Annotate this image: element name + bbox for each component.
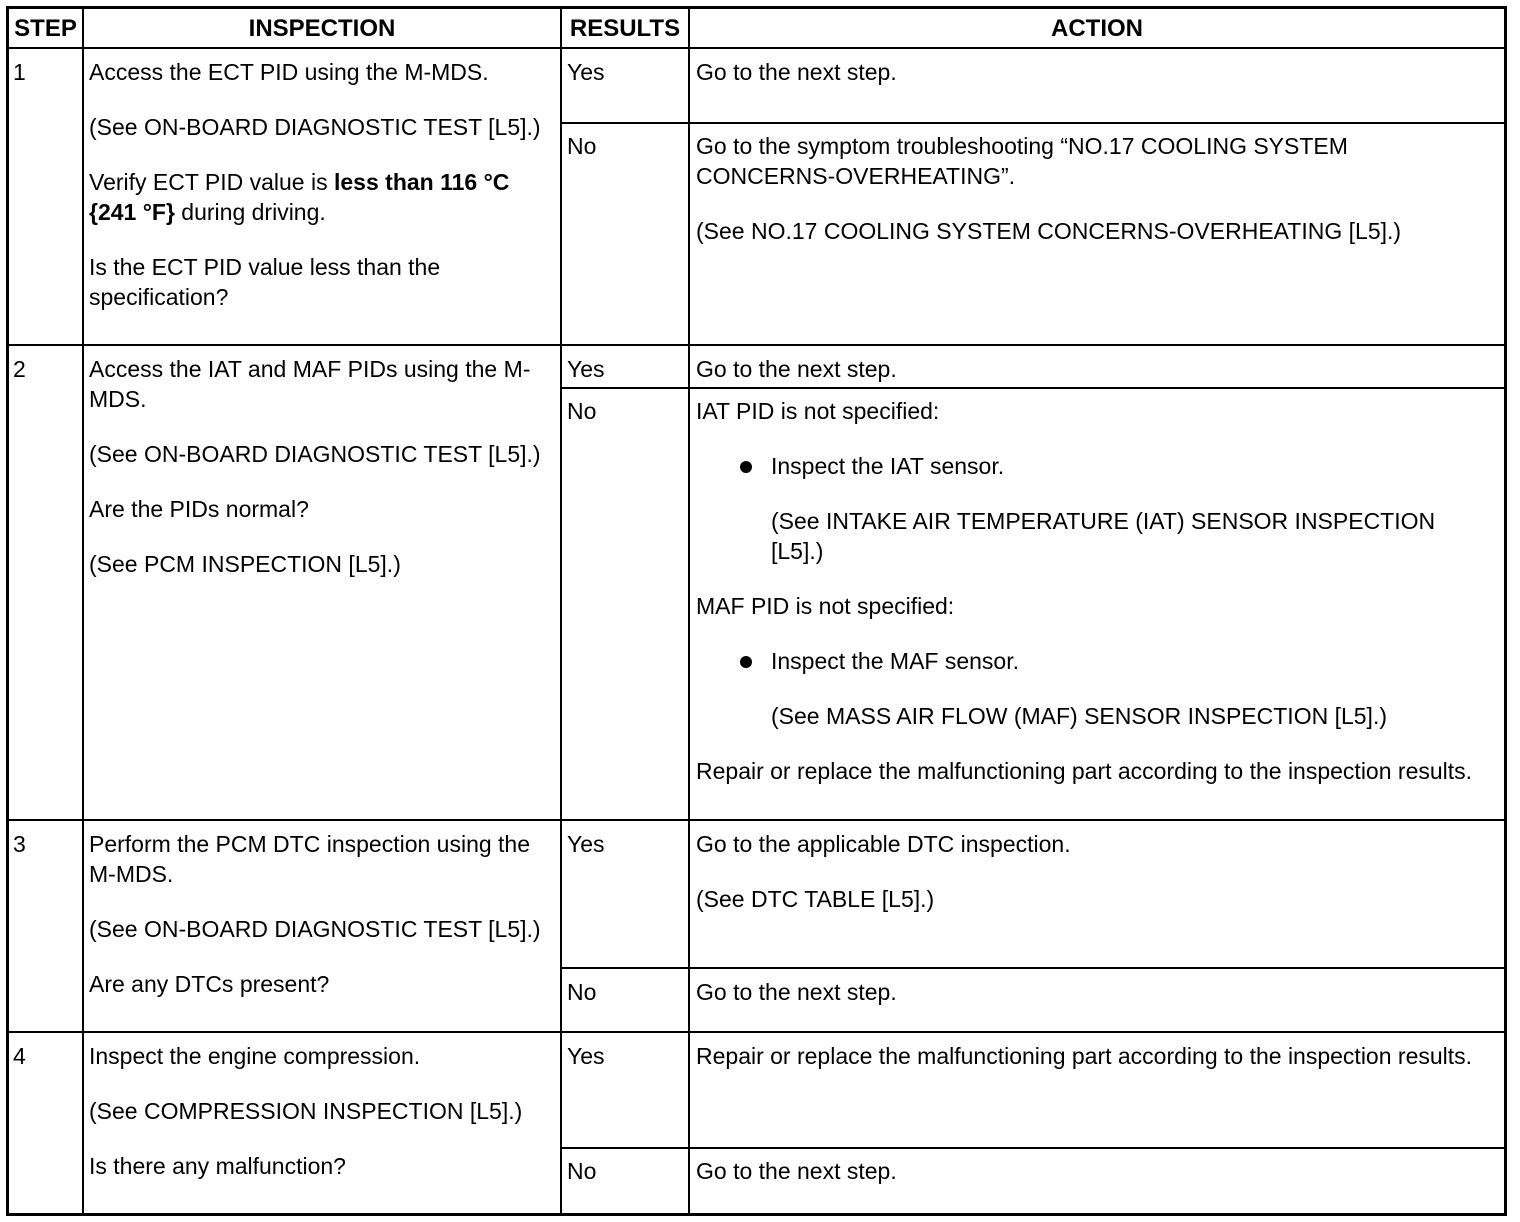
action-text: IAT PID is not specified: [696,398,940,424]
inspection-text: Perform the PCM DTC inspection using the M-MDS. [89,831,531,887]
inspection-text: Are the PIDs normal? [89,496,309,522]
inspection-cell [89,829,557,999]
result-no: No [567,398,597,424]
inspection-text: (See ON-BOARD DIAGNOSTIC TEST [L5].) [89,441,541,467]
inspection-text: Access the ECT PID using the M-MDS. [89,59,489,85]
step-number: 4 [13,1043,26,1069]
action-cell [696,354,1496,384]
step-number: 3 [13,831,26,857]
step-number: 1 [13,59,26,85]
inspection-cell [89,354,557,579]
action-cell [696,1041,1486,1071]
inspection-text: Access the IAT and MAF PIDs using the M-MDS. [89,356,531,412]
action-text: (See MASS AIR FLOW (MAF) SENSOR INSPECTION [L5].) [771,703,1387,729]
action-cell [696,977,1496,1007]
bullet-item: Inspect the IAT sensor. [696,451,1486,481]
inspection-text: (See ON-BOARD DIAGNOSTIC TEST [L5].) [89,114,541,140]
action-text: (See NO.17 COOLING SYSTEM CONCERNS-OVERHEATING [L5].) [696,218,1402,244]
inspection-text: (See ON-BOARD DIAGNOSTIC TEST [L5].) [89,916,541,942]
result-divider [560,122,1504,124]
header-inspection: INSPECTION [248,15,396,42]
action-text: Go to the next step. [696,1158,897,1184]
action-cell [696,829,1496,914]
inspection-text: Inspect the engine compression. [89,1043,421,1069]
header-results: RESULTS [569,15,681,42]
row-divider [9,819,1504,821]
inspection-cell [89,1041,557,1181]
action-text: Go to the next step. [696,356,897,382]
result-divider [560,967,1504,969]
row-divider [9,1031,1504,1033]
header-action: ACTION [1051,15,1143,42]
row-divider [9,47,1504,49]
row-divider [9,344,1504,346]
diagnostic-table [6,6,1507,1216]
bullet-item: Inspect the MAF sensor. [696,646,1486,676]
bullet-icon [740,656,752,668]
action-text: Repair or replace the malfunctioning part according to the inspection results. [696,1043,1473,1069]
result-no: No [567,1158,597,1184]
action-text: Go to the next step. [696,59,897,85]
result-yes: Yes [567,59,605,85]
action-text: Go to the applicable DTC inspection. [696,831,1071,857]
header-step: STEP [14,15,77,42]
inspection-cell [89,57,557,312]
result-yes: Yes [567,356,605,382]
bullet-icon [740,461,752,473]
action-text: MAF PID is not specified: [696,593,955,619]
action-cell [696,57,1496,87]
result-yes: Yes [567,1043,605,1069]
inspection-text: (See PCM INSPECTION [L5].) [89,551,401,577]
action-cell [696,1156,1496,1186]
inspection-text: Verify ECT PID value is less than 116 °C {241 °F} during driving. [89,169,510,225]
result-divider [560,1147,1504,1149]
action-cell [696,396,1486,786]
action-cell [696,131,1486,246]
step-number: 2 [13,356,26,382]
result-no: No [567,979,597,1005]
action-text: (See DTC TABLE [L5].) [696,886,935,912]
action-text: (See INTAKE AIR TEMPERATURE (IAT) SENSOR INSPECTION [L5].) [771,508,1436,564]
result-yes: Yes [567,831,605,857]
action-text: Go to the next step. [696,979,897,1005]
result-no: No [567,133,597,159]
inspection-text: (See COMPRESSION INSPECTION [L5].) [89,1098,523,1124]
action-text: Go to the symptom troubleshooting “NO.17 COOLING SYSTEM CONCERNS-OVERHEATING”. [696,133,1348,189]
result-divider [560,387,1504,389]
inspection-text: Are any DTCs present? [89,971,330,997]
action-text: Repair or replace the malfunctioning part according to the inspection results. [696,758,1473,784]
inspection-text: Is the ECT PID value less than the specification? [89,254,441,310]
inspection-text: Is there any malfunction? [89,1153,346,1179]
